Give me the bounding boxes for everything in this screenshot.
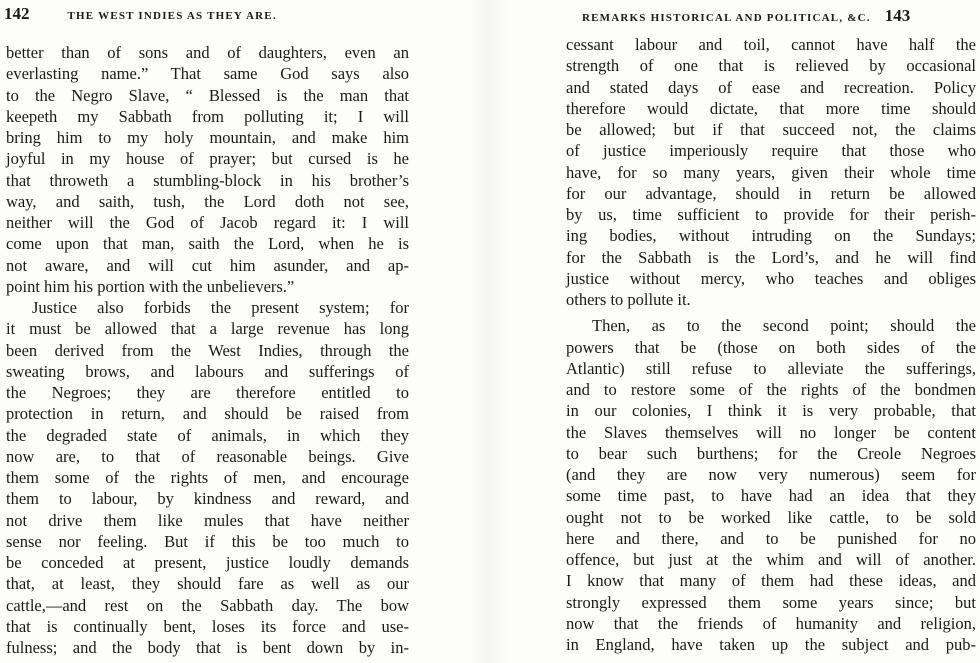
- text-line: of justice imperiously require that those who: [566, 141, 976, 161]
- text-line: that is continually bent, loses its force and use-: [6, 616, 409, 636]
- text-line: ought not to be worked like cattle, to be sold: [566, 507, 976, 527]
- text-line: be conceded at present, justice loudly demands: [6, 553, 409, 572]
- text-line: them some of the rights of men, and encourage: [6, 468, 409, 487]
- text-line: sweating brows, and labours and sufferings of: [6, 361, 409, 381]
- text-line: for our advantage, should in return be allowed: [566, 183, 976, 203]
- text-line: others to pollute it.: [566, 290, 691, 309]
- text-line: point him his portion with the unbelievers.”: [6, 276, 295, 296]
- text-line: in England, have taken up the subject and pub-: [566, 635, 976, 654]
- text-line: have, for so many years, given their whole time: [566, 162, 976, 182]
- text-line: here and there, and to be punished for no: [566, 528, 976, 548]
- text-line: fulness; and the body that is bent down by in-: [6, 638, 409, 657]
- text-line: not aware, and will cut him asunder, and ap-: [6, 255, 409, 275]
- text-line: that throweth a stumbling-block in his brother’s: [6, 170, 409, 190]
- text-line: that, at least, they should fare as well as our: [6, 574, 409, 594]
- text-line: and stated days of ease and recreation. Policy: [566, 77, 976, 97]
- text-line: cessant labour and toil, cannot have half the: [566, 35, 976, 54]
- text-line: be allowed; but if that succeed not, the claims: [566, 120, 976, 139]
- text-line: bring him to my holy mountain, and make him: [6, 128, 409, 147]
- left-page-header: [4, 4, 277, 24]
- text-line: joyful in my house of prayer; but cursed is he: [6, 149, 409, 169]
- text-line: sense nor feeling. But if this be too much to: [6, 531, 409, 551]
- text-line: better than of sons and of daughters, even an: [6, 43, 409, 62]
- text-line: for the Sabbath is the Lord’s, and he will find: [566, 247, 976, 267]
- text-line: I know that many of them had these ideas, and: [566, 571, 976, 591]
- text-line: Atlantic) still refuse to alleviate the sufferings,: [566, 358, 976, 378]
- text-line: been derived from the West Indies, through the: [6, 340, 409, 360]
- right-running-head: REMARKS HISTORICAL AND POLITICAL, &C.: [582, 12, 871, 24]
- text-line: ing bodies, without intruding on the Sundays;: [566, 226, 976, 246]
- text-line: them to labour, by kindness and reward, and: [6, 489, 409, 509]
- text-line: Justice also forbids the present system; for: [32, 298, 409, 317]
- text-line: now that the friends of humanity and religion,: [566, 613, 976, 633]
- text-line: to the Negro Slave, “ Blessed is the man that: [6, 85, 409, 105]
- text-line: and to restore some of the rights of the bondmen: [566, 380, 976, 399]
- right-page: [540, 0, 980, 663]
- text-line: Then, as to the second point; should the: [592, 316, 976, 336]
- text-line: strength of one that is relieved by occasional: [566, 56, 976, 76]
- text-line: justice without mercy, who teaches and obliges: [566, 268, 976, 288]
- text-line: it must be allowed that a large revenue has long: [6, 319, 409, 339]
- text-line: come upon that man, saith the Lord, when he is: [6, 234, 409, 254]
- book-gutter: [470, 0, 510, 663]
- text-line: keepeth my Sabbath from polluting it; I will: [6, 106, 409, 126]
- left-page: [0, 0, 420, 663]
- text-line: the degraded state of animals, in which they: [6, 425, 409, 445]
- text-line: in our colonies, I think it is very probable, that: [566, 401, 976, 421]
- text-line: everlasting name.” That same God says also: [6, 64, 409, 84]
- text-line: the Negroes; they are therefore entitled to: [6, 383, 409, 402]
- text-line: by us, time sufficient to provide for their perish-: [566, 205, 976, 224]
- text-line: now are, to that of reasonable beings. Give: [6, 446, 409, 466]
- text-line: (and they are now very numerous) seem for: [566, 465, 976, 484]
- left-running-head: THE WEST INDIES AS THEY ARE.: [67, 10, 277, 22]
- left-page-number: 142: [4, 4, 30, 23]
- right-page-number: 143: [884, 6, 911, 25]
- text-line: powers that be (those on both sides of the: [566, 337, 976, 357]
- right-page-header: [582, 6, 910, 26]
- text-line: to bear such burthens; for the Creole Negroes: [566, 443, 976, 463]
- text-line: protection in return, and should be raised from: [6, 404, 409, 424]
- text-line: not drive them like mules that have neither: [6, 510, 409, 530]
- text-line: offence, but just at the whim and will of another.: [566, 550, 976, 569]
- text-line: therefore would dictate, that more time should: [566, 98, 976, 118]
- text-line: cattle,—and rest on the Sabbath day. The bow: [6, 595, 409, 615]
- text-line: the Slaves themselves will no longer be content: [566, 422, 976, 442]
- text-line: strongly expressed them some years since; but: [566, 592, 976, 612]
- text-line: some time past, to have had an idea that they: [566, 486, 976, 506]
- text-line: way, and saith, tush, the Lord doth not see,: [6, 191, 409, 211]
- text-line: neither will the God of Jacob regard it: I will: [6, 213, 409, 232]
